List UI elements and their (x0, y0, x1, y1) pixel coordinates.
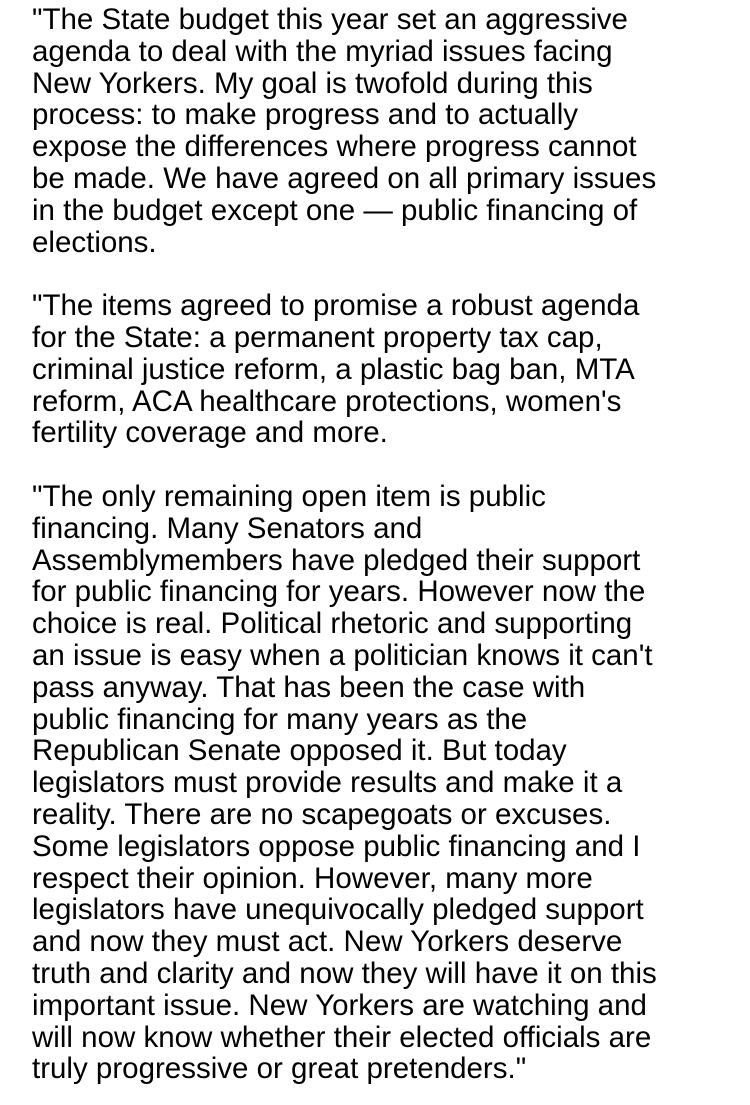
text-line: in the budget except one — public financing of (32, 193, 638, 227)
text-line: will now know whether their elected officials are (32, 1020, 652, 1054)
text-line: expose the differences where progress cannot (32, 130, 637, 164)
text-line: "The only remaining open item is public (32, 479, 546, 513)
text-line: for the State: a permanent property tax cap, (32, 320, 603, 354)
text-line: legislators have unequivocally pledged support (32, 893, 644, 927)
text-line: legislators must provide results and make it a (32, 766, 623, 800)
text-line: be made. We have agreed on all primary issues (32, 161, 657, 195)
text-line: and now they must act. New Yorkers deserve (32, 925, 623, 959)
text-line: for public financing for years. However now the (32, 575, 646, 609)
text-line: pass anyway. That has been the case with (32, 670, 586, 704)
text-line: Assemblymembers have pledged their support (32, 543, 641, 577)
text-line: fertility coverage and more. (32, 416, 388, 450)
paragraph-public-financing (32, 481, 732, 1085)
text-line: truth and clarity and now they will have it on this (32, 956, 657, 990)
text-line: important issue. New Yorkers are watching and (32, 988, 647, 1022)
text-line: elections. (32, 225, 157, 259)
text-line: "The items agreed to promise a robust agenda (32, 289, 640, 323)
paragraph-budget-agenda (32, 4, 732, 258)
text-line: an issue is easy when a politician knows it can't (32, 638, 653, 672)
text-line: Republican Senate opposed it. But today (32, 734, 567, 768)
text-line: "The State budget this year set an aggressive (32, 3, 628, 36)
text-line: process: to make progress and to actually (32, 98, 579, 132)
paragraph-spacer (32, 258, 732, 290)
paragraph-spacer (32, 449, 732, 481)
text-line: reality. There are no scapegoats or excuses. (32, 797, 612, 831)
text-line: respect their opinion. However, many more (32, 861, 593, 895)
text-line: choice is real. Political rhetoric and supporting (32, 607, 633, 641)
text-line: New Yorkers. My goal is twofold during this (32, 66, 593, 100)
text-line: Some legislators oppose public financing and I (32, 829, 641, 863)
paragraph-agreed-items (32, 290, 732, 449)
text-line: criminal justice reform, a plastic bag ban, MTA (32, 352, 635, 386)
text-line: financing. Many Senators and (32, 511, 423, 545)
text-line: reform, ACA healthcare protections, women's (32, 384, 622, 418)
text-line: public financing for many years as the (32, 702, 528, 736)
statement-text (32, 4, 732, 1085)
text-line: agenda to deal with the myriad issues facing (32, 34, 613, 68)
text-line: truly progressive or great pretenders." (32, 1052, 527, 1086)
